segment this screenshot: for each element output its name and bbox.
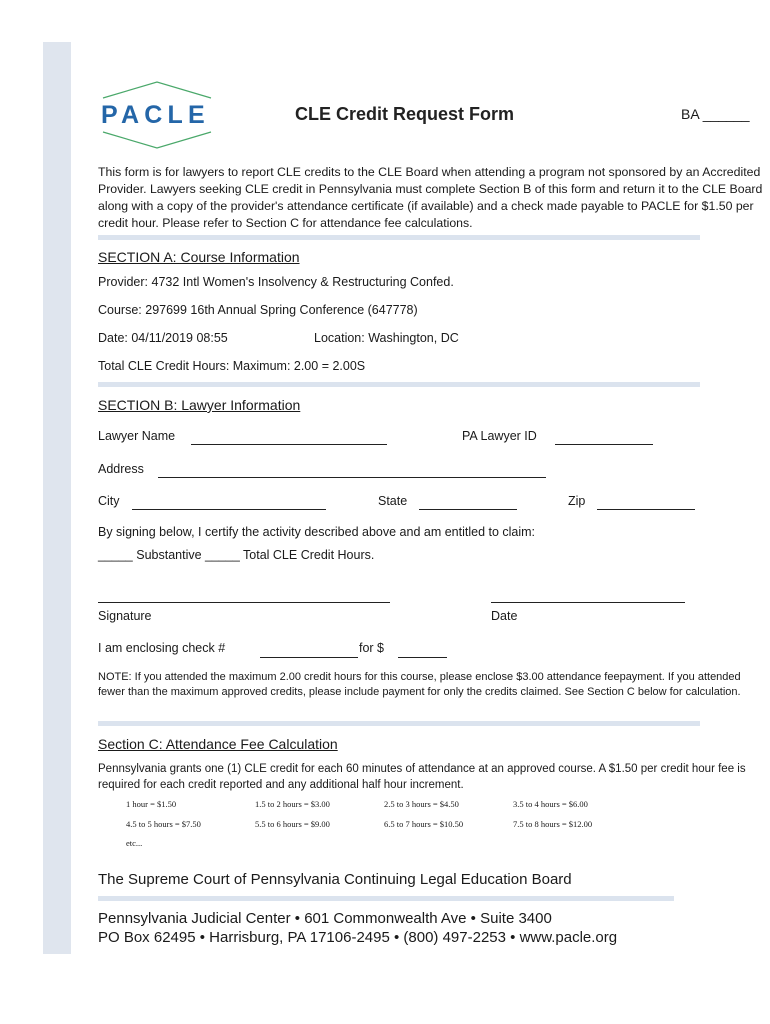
footer-address-line-1: Pennsylvania Judicial Center • 601 Commonwealth Ave • Suite 3400 bbox=[98, 910, 552, 927]
address-input[interactable] bbox=[158, 477, 546, 478]
certify-statement: By signing below, I certify the activity described above and am entitled to claim: bbox=[98, 525, 536, 539]
fee-item: 7.5 to 8 hours = $12.00 bbox=[513, 819, 593, 829]
provider-info: Provider: 4732 Intl Women's Insolvency & Restructuring Confed. bbox=[98, 275, 454, 289]
pa-lawyer-id-label: PA Lawyer ID bbox=[462, 429, 537, 443]
credit-claim-line[interactable]: _____ Substantive _____ Total CLE Credit Hours. bbox=[98, 548, 375, 562]
divider bbox=[98, 382, 700, 387]
check-number-label: I am enclosing check # bbox=[98, 641, 226, 655]
form-title: CLE Credit Request Form bbox=[295, 104, 515, 124]
signature-label: Signature bbox=[98, 609, 152, 623]
signature-date-label: Date bbox=[491, 609, 518, 623]
total-credit-hours: Total CLE Credit Hours: Maximum: 2.00 = 2.00S bbox=[98, 359, 366, 373]
logo-text: PACLE bbox=[101, 101, 210, 129]
ba-field[interactable]: BA ______ bbox=[681, 106, 750, 122]
city-input[interactable] bbox=[132, 509, 326, 510]
check-amount-input[interactable] bbox=[398, 657, 447, 658]
fee-item: 3.5 to 4 hours = $6.00 bbox=[513, 799, 588, 809]
check-number-input[interactable] bbox=[260, 657, 358, 658]
section-b-heading: SECTION B: Lawyer Information bbox=[98, 397, 301, 413]
check-amount-label: for $ bbox=[359, 641, 385, 655]
zip-input[interactable] bbox=[597, 509, 695, 510]
intro-paragraph: This form is for lawyers to report CLE credits to the CLE Board when attending a program not sponsored by an Accredited Provider. Lawyers seeking CLE credit in Pennsylvania must complete Section B of this form and return it to the CLE Board along with a copy of the provider's attendance certificate (if available) and a check made payable to PACLE for $1.50 per credit hour. Please refer to Section C for attendance fee calculations. bbox=[98, 165, 763, 230]
court-name: The Supreme Court of Pennsylvania Continuing Legal Education Board bbox=[98, 871, 572, 888]
section-c-heading: Section C: Attendance Fee Calculation bbox=[98, 736, 338, 752]
state-label: State bbox=[378, 494, 408, 508]
fee-item: 2.5 to 3 hours = $4.50 bbox=[384, 799, 459, 809]
section-c-description: Pennsylvania grants one (1) CLE credit for each 60 minutes of attendance at an approved course. A $1.50 per credit hour fee is required for each credit reported and any additional half hour increment. bbox=[98, 763, 746, 791]
fee-item: 6.5 to 7 hours = $10.50 bbox=[384, 819, 464, 829]
date-info: Date: 04/11/2019 08:55 bbox=[98, 331, 228, 345]
zip-label: Zip bbox=[568, 494, 586, 508]
city-label: City bbox=[98, 494, 120, 508]
fee-etc: etc... bbox=[126, 838, 143, 848]
fee-item: 5.5 to 6 hours = $9.00 bbox=[255, 819, 330, 829]
address-label: Address bbox=[98, 462, 144, 476]
signature-input[interactable] bbox=[98, 602, 390, 603]
fee-item: 1.5 to 2 hours = $3.00 bbox=[255, 799, 330, 809]
left-margin-bar bbox=[43, 42, 71, 954]
fee-item: 4.5 to 5 hours = $7.50 bbox=[126, 819, 201, 829]
pacle-logo bbox=[99, 80, 215, 150]
course-info: Course: 297699 16th Annual Spring Conference (647778) bbox=[98, 303, 418, 317]
location-info: Location: Washington, DC bbox=[314, 331, 459, 345]
section-a-heading: SECTION A: Course Information bbox=[98, 249, 300, 265]
state-input[interactable] bbox=[419, 509, 517, 510]
lawyer-name-input[interactable] bbox=[191, 444, 387, 445]
footer-address-line-2: PO Box 62495 • Harrisburg, PA 17106-2495 • (800) 497-2253 • www.pacle.org bbox=[98, 929, 618, 946]
lawyer-name-label: Lawyer Name bbox=[98, 429, 176, 443]
attendance-note: NOTE: If you attended the maximum 2.00 credit hours for this course, please enclose $3.00 attendance feepayment. If you attended fewer than the maximum approved credits, please include payment for only the credits claimed. See Section C below for calculation. bbox=[98, 671, 741, 698]
footer-divider bbox=[98, 896, 674, 901]
signature-date-input[interactable] bbox=[491, 602, 685, 603]
divider bbox=[98, 235, 700, 240]
fee-item: 1 hour = $1.50 bbox=[126, 799, 177, 809]
divider bbox=[98, 721, 700, 726]
pa-lawyer-id-input[interactable] bbox=[555, 444, 653, 445]
